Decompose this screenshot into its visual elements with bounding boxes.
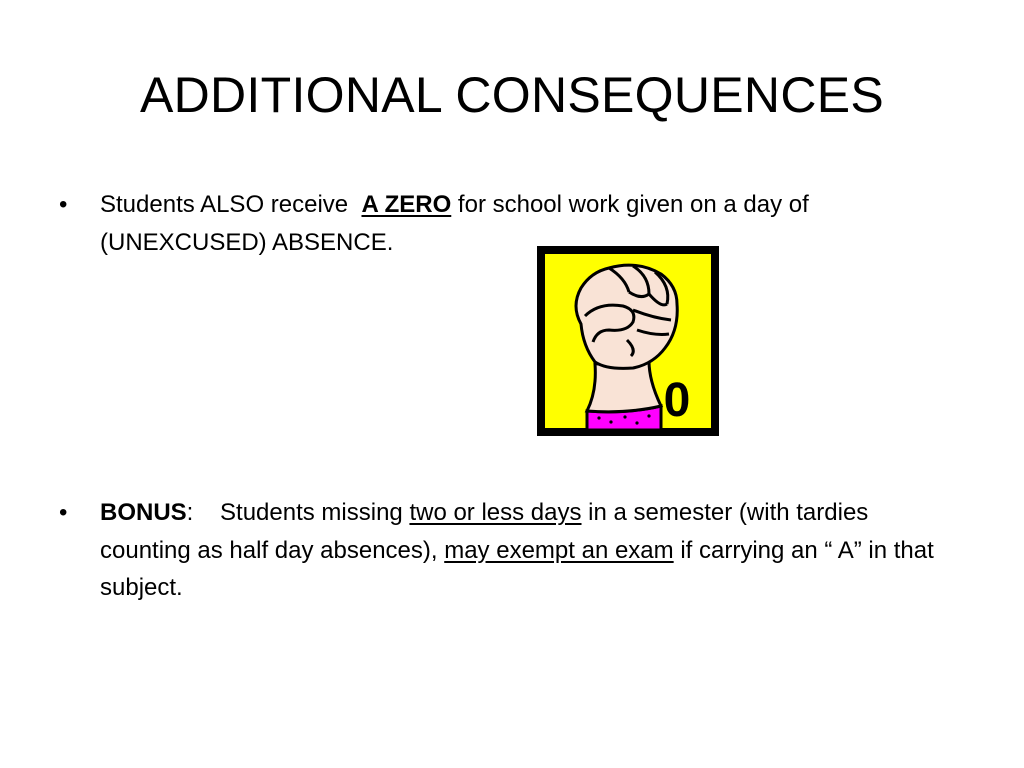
bonus-colon: : [186, 499, 194, 526]
bullet-item-bonus [59, 494, 940, 607]
fist-zero-icon [537, 246, 719, 436]
bullet2-text3: if carrying an “ A” in that subject. [100, 536, 934, 601]
bullet2-underline2: may exempt an exam [444, 536, 674, 564]
slide-title: ADDITIONAL CONSEQUENCES [139, 67, 885, 123]
bullet1-text-after: for school work given on a day of (UNEXCUSED) ABSENCE. [100, 191, 809, 256]
bullet2-text2: in a semester (with tardies counting as half day absences), [100, 499, 869, 564]
bonus-label: BONUS [100, 499, 187, 526]
bullet-dot: • [59, 191, 68, 218]
bullet2-text1: Students missing [220, 499, 410, 526]
bullet1-highlight: A ZERO [361, 191, 452, 218]
bullet1-text-before: Students ALSO receive [100, 191, 355, 218]
bullet2-underline1: two or less days [409, 499, 582, 526]
bonus-gap [193, 499, 220, 526]
bullet-item-zero [59, 186, 940, 261]
bullet-dot: • [59, 499, 68, 526]
zero-digit: 0 [663, 374, 691, 427]
